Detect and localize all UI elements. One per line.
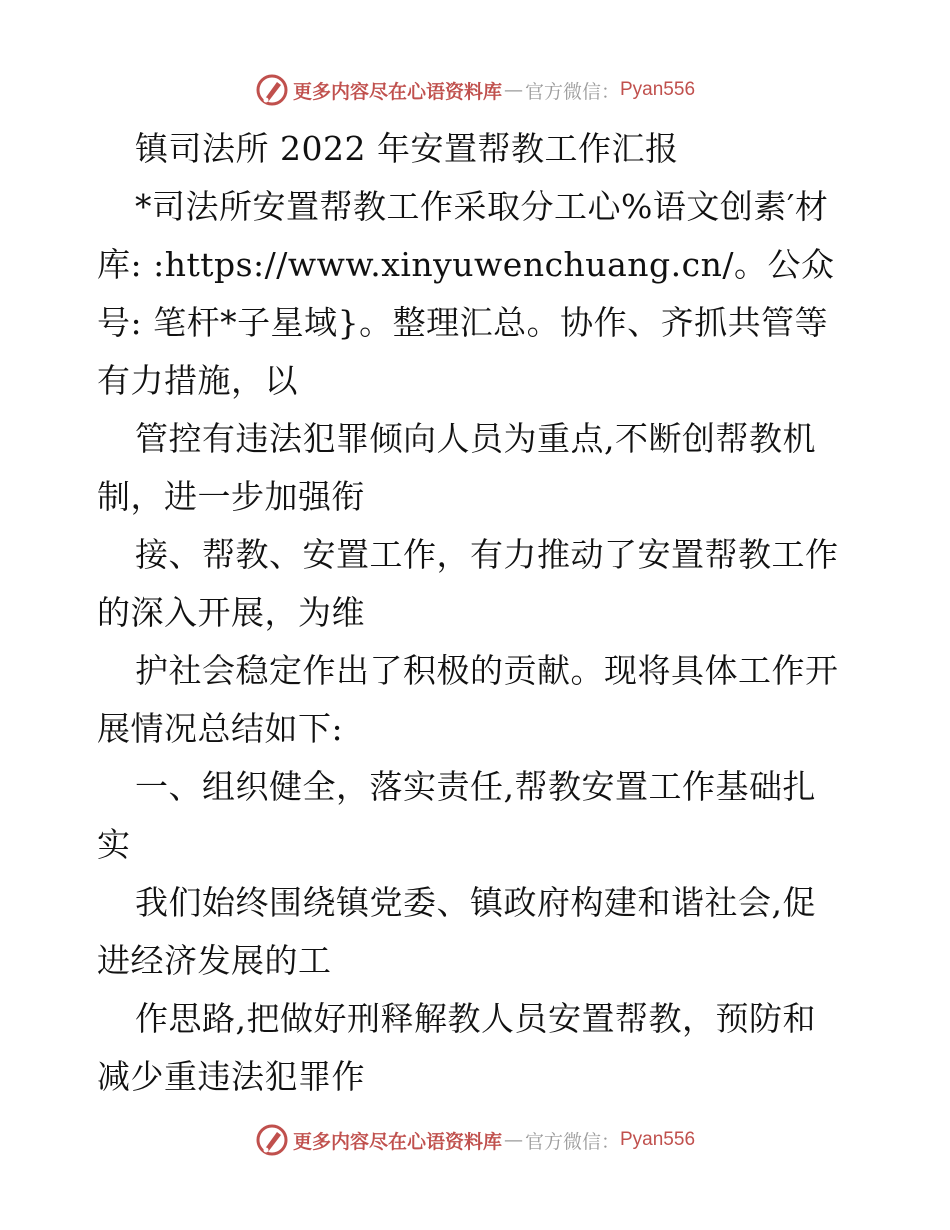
paragraph-line: 库: :https://www.xinyuwenchuang.cn/。公众 [97,245,835,284]
paragraph-line: 接、帮教、安置工作，有力推动了安置帮教工作 [135,535,839,574]
paragraph-line: 减少重违法犯罪作 [97,1057,365,1096]
paragraph-line: 的深入开展，为维 [97,593,365,632]
paragraph-line: 展情况总结如下: [97,709,344,748]
document-body [97,120,857,1106]
pen-nib-logo-icon [255,1123,289,1157]
paragraph-line: *司法所安置帮教工作采取分工心%语文创素′材 [135,187,829,226]
section-heading: 一、组织健全，落实责任,帮教安置工作基础扎 [135,767,816,806]
section-heading: 实 [97,825,131,864]
paragraph-line: 管控有违法犯罪倾向人员为重点,不断创帮教机 [135,419,816,458]
paragraph-line: 号: 笔杆*子星域}。整理汇总。协作、齐抓共管等 [97,303,829,342]
pen-nib-logo-icon [255,73,289,107]
paragraph-line: 进经济发展的工 [97,941,332,980]
banner-wechat-label: 官方微信： [524,80,620,103]
banner-slogan: 更多内容尽在心语资料库 [292,1130,502,1153]
document-title: 镇司法所 2022 年安置帮教工作汇报 [135,129,679,168]
paragraph-line: 制，进一步加强衔 [97,477,365,516]
banner-slogan: 更多内容尽在心语资料库 [292,80,502,103]
footer-banner [0,1120,950,1160]
paragraph-line: 我们始终围绕镇党委、镇政府构建和谐社会,促 [135,883,816,922]
paragraph-line: 有力措施，以 [97,361,298,400]
banner-dash: — [503,79,523,101]
paragraph-line: 护社会稳定作出了积极的贡献。现将具体工作开 [135,651,839,690]
banner-wechat-id: Pyan556 [620,1129,696,1150]
paragraph-line: 作思路,把做好刑释解教人员安置帮教，预防和 [135,999,816,1038]
banner-wechat-label: 官方微信： [524,1130,620,1153]
header-banner [0,70,950,110]
banner-wechat-id: Pyan556 [620,79,696,100]
banner-dash: — [503,1129,523,1151]
